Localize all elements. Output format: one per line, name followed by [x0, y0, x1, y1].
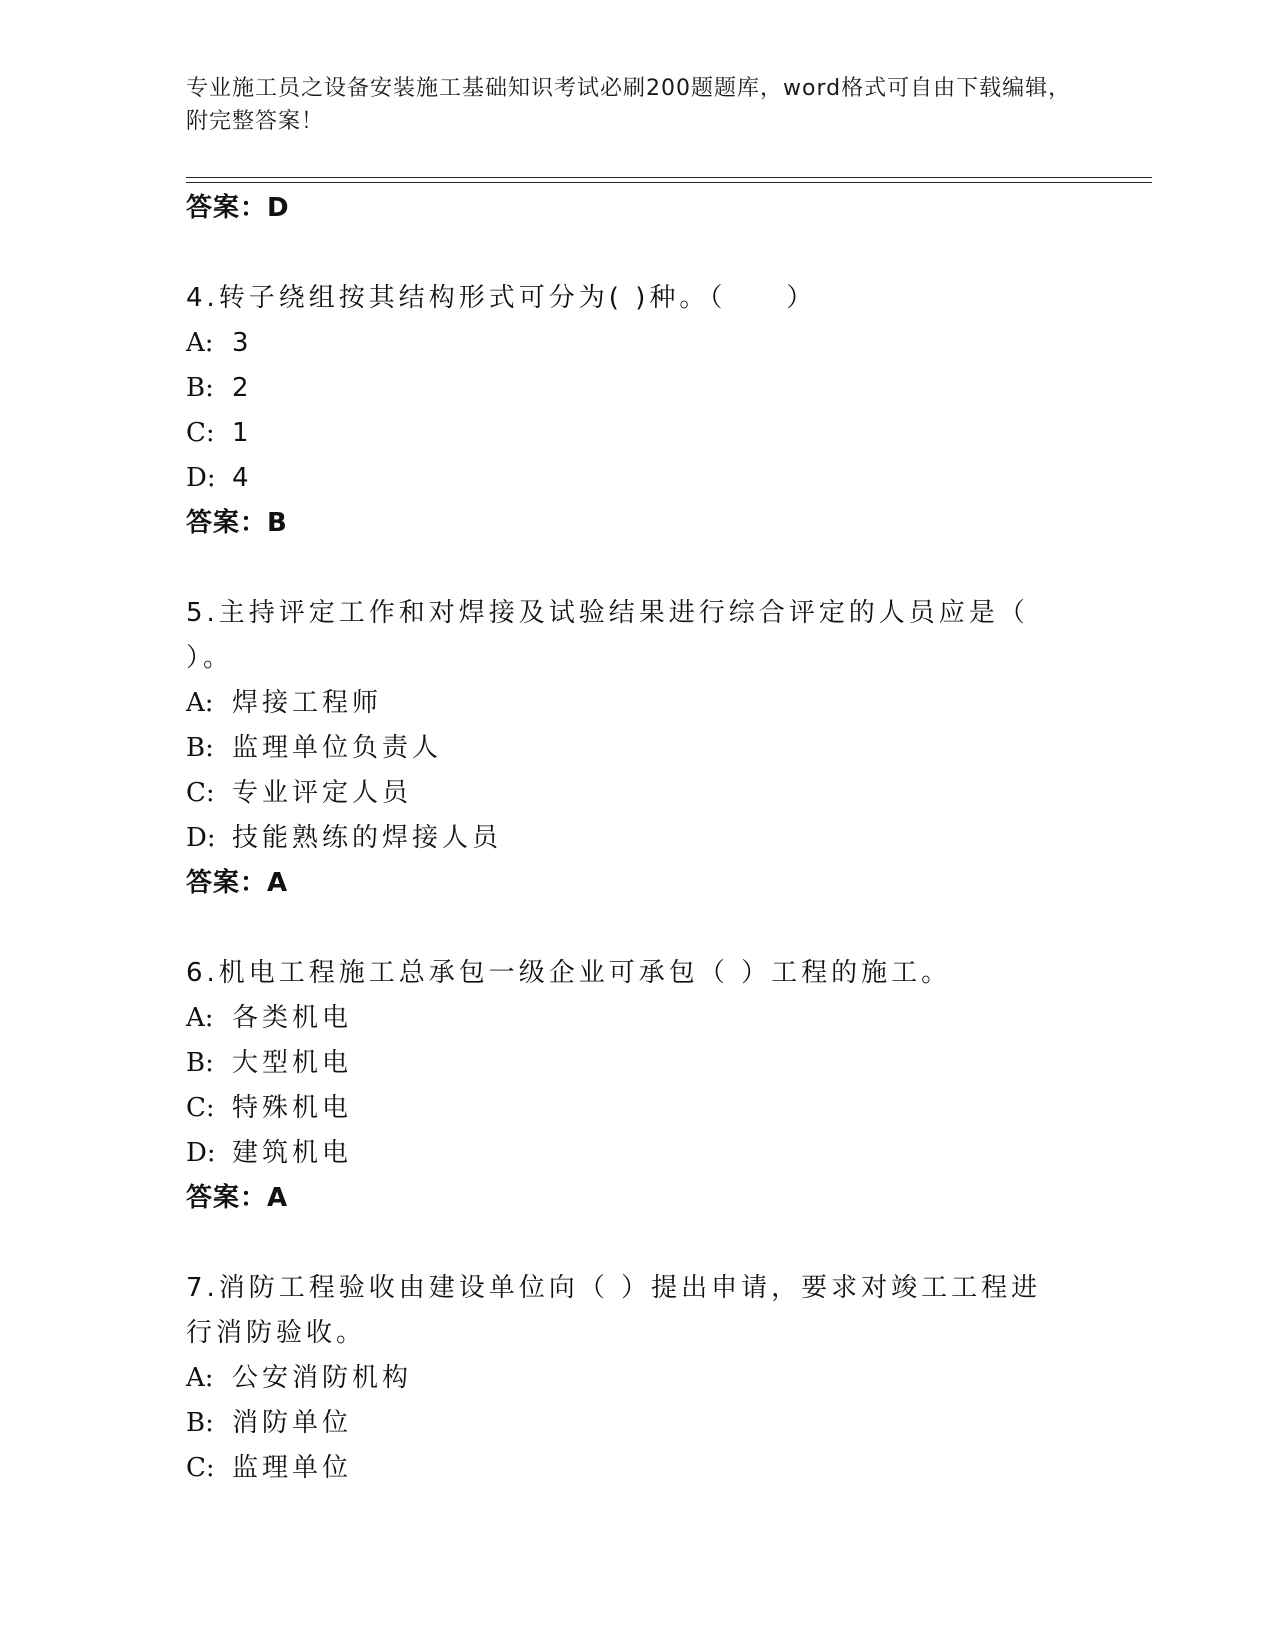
option-letter: A:: [186, 328, 214, 358]
option-text: 2: [232, 373, 253, 403]
option-a: [186, 321, 1086, 366]
option-letter: D:: [186, 463, 216, 493]
question-text: 4.转子绕组按其结构形式可分为( )种。（ ）: [186, 283, 817, 313]
option-b: [186, 1041, 1086, 1086]
option-text: 3: [232, 328, 253, 358]
document-body: [186, 186, 1086, 1491]
option-a: [186, 996, 1086, 1041]
spacer: [186, 906, 1086, 951]
option-c: [186, 411, 1086, 456]
option-text: 公安消防机构: [232, 1363, 413, 1393]
option-letter: B:: [186, 1048, 214, 1078]
option-letter: C:: [186, 1093, 215, 1123]
spacer: [186, 231, 1086, 276]
answer-line: 答案：A: [186, 1183, 289, 1213]
option-a: [186, 681, 1086, 726]
option-text: 建筑机电: [232, 1138, 353, 1168]
header-rule-top: [186, 177, 1152, 178]
option-text: 监理单位: [232, 1453, 353, 1483]
option-c: [186, 1086, 1086, 1131]
option-text: 各类机电: [232, 1003, 353, 1033]
option-c: [186, 1446, 1086, 1491]
option-b: [186, 366, 1086, 411]
option-letter: C:: [186, 778, 215, 808]
option-d: [186, 456, 1086, 501]
option-letter: C:: [186, 418, 215, 448]
option-text: 消防单位: [232, 1408, 353, 1438]
question-4: [186, 276, 1086, 546]
answer-line: 答案：B: [186, 508, 288, 538]
option-text: 特殊机电: [232, 1093, 353, 1123]
option-letter: D:: [186, 1138, 216, 1168]
option-text: 专业评定人员: [232, 778, 413, 808]
option-text: 4: [232, 463, 253, 493]
option-d: [186, 816, 1086, 861]
option-letter: A:: [186, 1003, 214, 1033]
option-a: [186, 1356, 1086, 1401]
option-letter: B:: [186, 373, 214, 403]
question-text: 6.机电工程施工总承包一级企业可承包（ ）工程的施工。: [186, 958, 952, 988]
question-7: [186, 1266, 1086, 1491]
option-b: [186, 1401, 1086, 1446]
option-c: [186, 771, 1086, 816]
answer-line: 答案：A: [186, 868, 289, 898]
question-5: [186, 591, 1086, 906]
option-text: 焊接工程师: [232, 688, 383, 718]
question-text: 7.消防工程验收由建设单位向（ ）提出申请，要求对竣工工程进行消防验收。: [186, 1273, 1042, 1348]
option-letter: C:: [186, 1453, 215, 1483]
option-letter: B:: [186, 733, 214, 763]
question-text: 5.主持评定工作和对焊接及试验结果进行综合评定的人员应是（ ）。: [186, 598, 1029, 673]
option-letter: A:: [186, 688, 214, 718]
option-text: 1: [232, 418, 253, 448]
option-d: [186, 1131, 1086, 1176]
option-letter: B:: [186, 1408, 214, 1438]
question-6: [186, 951, 1086, 1221]
spacer: [186, 1221, 1086, 1266]
option-b: [186, 726, 1086, 771]
option-text: 大型机电: [232, 1048, 353, 1078]
option-letter: A:: [186, 1363, 214, 1393]
spacer: [186, 546, 1086, 591]
option-text: 监理单位负责人: [232, 733, 443, 763]
answer-line: 答案：D: [186, 193, 290, 223]
document-header: 专业施工员之设备安装施工基础知识考试必刷200题题库，word格式可自由下载编辑，附完整答案！: [186, 76, 1072, 134]
option-letter: D:: [186, 823, 216, 853]
option-text: 技能熟练的焊接人员: [232, 823, 503, 853]
header-rule-bottom: [186, 182, 1152, 183]
